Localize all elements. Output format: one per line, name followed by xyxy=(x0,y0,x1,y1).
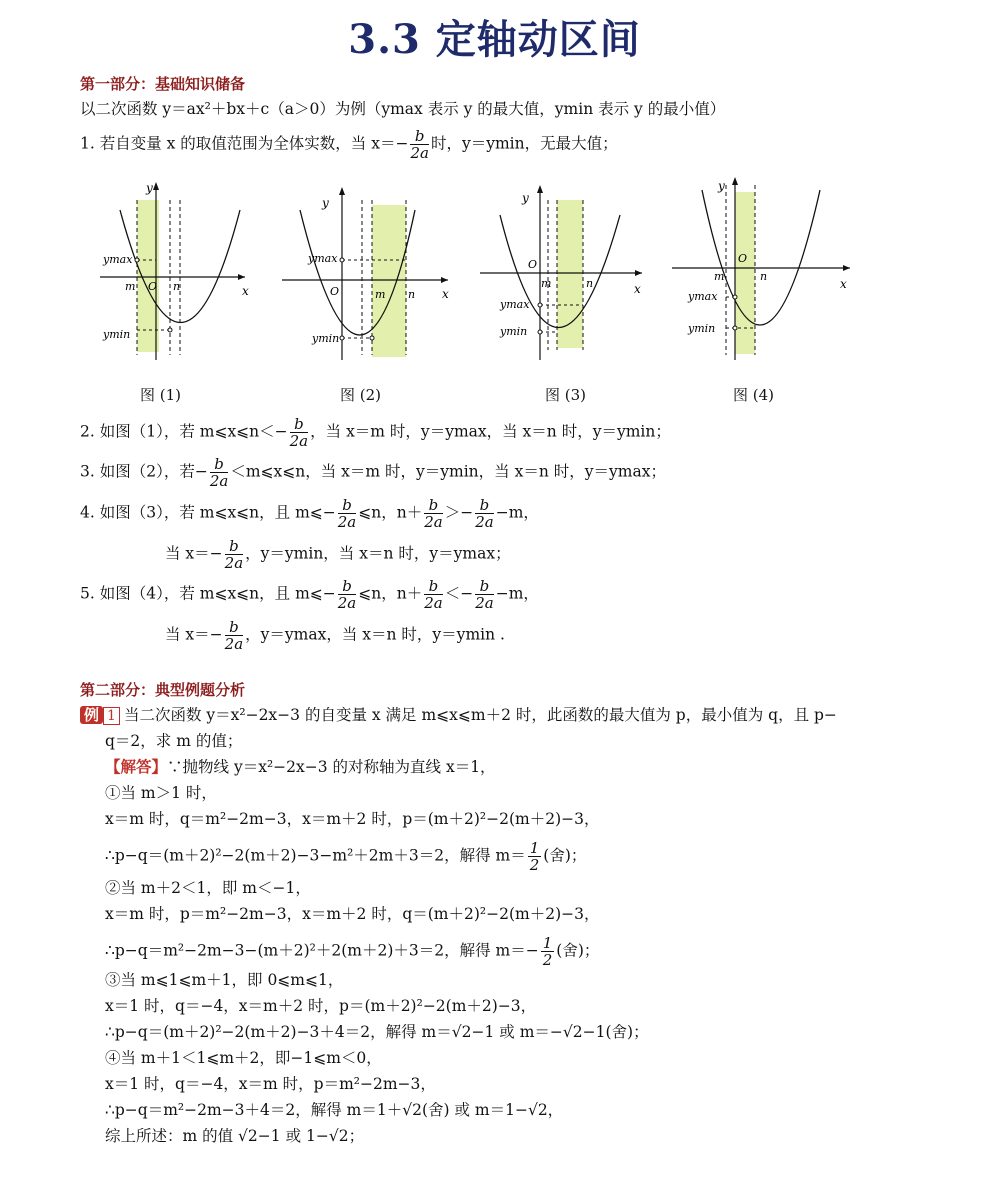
answer-line: ③当 m⩽1⩽m＋1，即 0⩽m⩽1， xyxy=(105,971,344,989)
fraction: $\frac{b}{2a}$ xyxy=(289,415,309,450)
part2-heading: 第二部分：典型例题分析 xyxy=(80,681,246,699)
origin-label: O xyxy=(330,285,340,298)
axis-x-label: x xyxy=(634,282,641,296)
fraction: $\frac{b}{2a}$ xyxy=(337,577,357,612)
fraction: $\frac{b}{2a}$ xyxy=(410,127,429,162)
answer-first: 【解答】∵抛物线 y＝x²−2x−3 的对称轴为直线 x＝1， xyxy=(105,757,496,776)
axis-y-label: y xyxy=(522,191,529,205)
answer-line: x＝1 时，q＝−4，x＝m 时，p＝m²−2m−3， xyxy=(105,1075,436,1093)
axis-y-label: y xyxy=(718,179,725,193)
caption-1: 图 (1) xyxy=(140,386,182,404)
graph-figures xyxy=(0,170,989,370)
example-number: 1 xyxy=(103,707,120,725)
fraction: $\frac{b}{2a}$ xyxy=(475,577,494,612)
m-label: m xyxy=(714,270,725,283)
item1 xyxy=(80,128,618,161)
case-4-result: 当 x＝− $\frac{b}{2a}$ ，y＝ymin，当 x＝n 时，y＝ymax； xyxy=(165,537,511,572)
answer-line: ∴p−q＝(m＋2)²−2(m＋2)−3＋4＝2，解得 m＝√2−1 或 m＝−√2−1(舍)； xyxy=(105,1023,649,1041)
answer-label: 【解答】 xyxy=(105,757,168,776)
ymin-label: ymin xyxy=(103,328,131,341)
n-label: n xyxy=(760,270,768,283)
case-4: 4. 如图（3），若 m⩽x⩽n，且 m⩽− $\frac{b}{2a}$ ⩽n，n＋ $\frac{b}{2a}$ ＞− $\frac{b}{2a}$ −m， xyxy=(80,496,539,531)
ymax-label: ymax xyxy=(500,298,530,311)
fraction: $\frac{1}{2}$ xyxy=(529,839,540,874)
n-label: n xyxy=(586,277,594,290)
fraction: $\frac{b}{2a}$ xyxy=(424,496,443,531)
answer-conclusion: 综上所述：m 的值 √2−1 或 1−√2； xyxy=(105,1127,365,1145)
example-badge: 例 xyxy=(80,706,103,724)
axis-y-label: y xyxy=(146,181,153,195)
fraction: $\frac{b}{2a}$ xyxy=(209,455,229,490)
answer-line: ∴p−q＝m²−2m−3＋4＝2，解得 m＝1＋√2(舍) 或 m＝1−√2， xyxy=(105,1101,564,1119)
page-title: 3.3 定轴动区间 xyxy=(348,16,641,63)
n-label: n xyxy=(408,288,416,301)
fraction: $\frac{b}{2a}$ xyxy=(224,537,244,572)
axis-x-label: x xyxy=(242,284,249,298)
ymax-label: ymax xyxy=(308,252,338,265)
m-label: m xyxy=(541,277,552,290)
caption-2: 图 (2) xyxy=(340,386,382,404)
case-5: 5. 如图（4），若 m⩽x⩽n，且 m⩽− $\frac{b}{2a}$ ⩽n，n＋ $\frac{b}{2a}$ ＜− $\frac{b}{2a}$ −m， xyxy=(80,577,539,612)
fraction: $\frac{b}{2a}$ xyxy=(475,496,494,531)
part1-intro: 以二次函数 y＝ax²＋bx＋c（a＞0）为例（ymax 表示 y 的最大值，ymin 表示 y 的最小值） xyxy=(80,100,726,118)
caption-3: 图 (3) xyxy=(545,386,587,404)
graph-3 xyxy=(480,185,642,360)
graph-2 xyxy=(282,187,449,360)
fraction: $\frac{b}{2a}$ xyxy=(424,577,443,612)
answer-line: x＝m 时，p＝m²−2m−3，x＝m＋2 时，q＝(m＋2)²−2(m＋2)−3， xyxy=(105,905,600,923)
ymin-label: ymin xyxy=(688,322,716,335)
ymax-label: ymax xyxy=(688,290,718,303)
item1-pre: 1. 若自变量 x 的取值范围为全体实数，当 x＝− xyxy=(80,134,409,153)
example-question: 例 1 当二次函数 y＝x²−2x−3 的自变量 x 满足 m⩽x⩽m＋2 时，此函数的最大值为 p，最小值为 q，且 p− xyxy=(80,705,837,725)
answer-line: ①当 m＞1 时， xyxy=(105,784,217,802)
ymax-label: ymax xyxy=(103,253,133,266)
n-label: n xyxy=(173,280,181,293)
axis-x-label: x xyxy=(442,287,449,301)
case-3: 3. 如图（2），若− $\frac{b}{2a}$ ＜m⩽x⩽n，当 x＝m 时，y＝ymin，当 x＝n 时，y＝ymax； xyxy=(80,455,666,490)
answer-line: ②当 m＋2＜1，即 m＜−1， xyxy=(105,879,311,897)
origin-label: O xyxy=(148,280,158,293)
item1-post: 时，y＝ymin，无最大值； xyxy=(430,134,618,153)
shade-region xyxy=(557,200,583,348)
case-5-result: 当 x＝− $\frac{b}{2a}$ ，y＝ymax，当 x＝n 时，y＝ymin . xyxy=(165,618,505,653)
m-label: m xyxy=(125,280,136,293)
answer-line: ∴p−q＝(m＋2)²−2(m＋2)−3−m²＋2m＋3＝2，解得 m＝ $\frac{1}{2}$ (舍)； xyxy=(105,839,587,874)
part1-heading: 第一部分：基础知识储备 xyxy=(80,75,246,93)
ymin-label: ymin xyxy=(312,332,340,345)
shade-region xyxy=(735,192,755,354)
answer-line: x＝1 时，q＝−4，x＝m＋2 时，p＝(m＋2)²−2(m＋2)−3， xyxy=(105,997,537,1015)
answer-line: x＝m 时，q＝m²−2m−3，x＝m＋2 时，p＝(m＋2)²−2(m＋2)−3， xyxy=(105,810,600,828)
answer-line: ④当 m＋1＜1⩽m＋2，即−1⩽m＜0， xyxy=(105,1049,382,1067)
shade-region xyxy=(372,205,406,357)
caption-4: 图 (4) xyxy=(733,386,775,404)
origin-label: O xyxy=(528,258,538,271)
fraction: $\frac{b}{2a}$ xyxy=(224,618,244,653)
answer-line: ∴p−q＝m²−2m−3−(m＋2)²＋2(m＋2)＋3＝2，解得 m＝− $\frac{1}{2}$ (舍)； xyxy=(105,934,600,969)
ymin-label: ymin xyxy=(500,325,528,338)
graph-1 xyxy=(100,181,249,360)
m-label: m xyxy=(375,288,386,301)
fraction: $\frac{b}{2a}$ xyxy=(337,496,357,531)
fraction: $\frac{1}{2}$ xyxy=(542,934,553,969)
case-2: 2. 如图（1），若 m⩽x⩽n＜− $\frac{b}{2a}$ ，当 x＝m 时，y＝ymax，当 x＝n 时，y＝ymin； xyxy=(80,415,671,450)
axis-x-label: x xyxy=(840,277,847,291)
example-question-cont: q＝2，求 m 的值； xyxy=(105,732,243,750)
graph-4 xyxy=(672,177,850,360)
axis-y-label: y xyxy=(322,196,329,210)
origin-label: O xyxy=(738,252,748,265)
